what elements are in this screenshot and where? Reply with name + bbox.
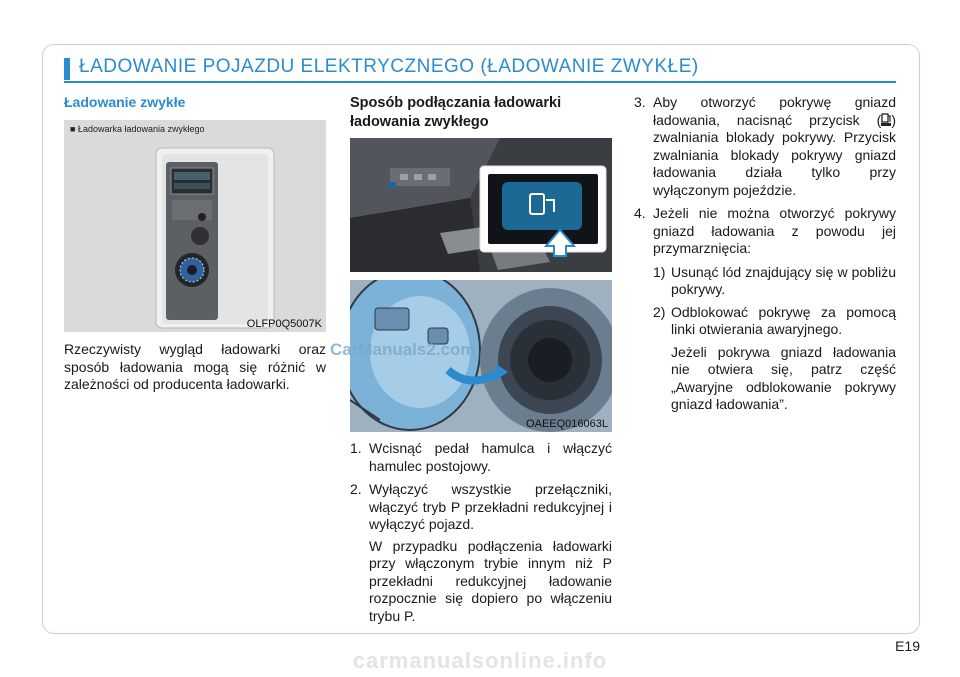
figure-code: OAEEQ016063L [526, 418, 608, 430]
heading-connecting-charger [350, 94, 612, 132]
step-number: 4. [634, 205, 646, 221]
step-text-part1: Aby otworzyć pokrywę gniazd ładowania, nacisnąć przycisk ( [653, 94, 896, 128]
sub-list-item [634, 304, 896, 339]
watermark: CarManuals2.com [330, 340, 476, 359]
sub-step-note: Jeżeli pokrywa gniazd ładowania nie otwiera się, patrz część „Awaryjne odblokowanie pokrywy gniazd ładowania”. [671, 343, 896, 412]
step-note: W przypadku podłączenia ładowarki przy włączonym trybie innym niż P przekładni redukcyjnej ładowanie rozpocznie się dopiero po włączeniu trybu P. [369, 537, 612, 624]
title-accent-bar [64, 58, 70, 80]
charge-door-button-icon [881, 113, 891, 127]
section-title-bar [64, 55, 896, 83]
charger-illustration [64, 120, 326, 332]
sub-step-number: 1) [653, 263, 666, 280]
section-title: ŁADOWANIE POJAZDU ELEKTRYCZNEGO (ŁADOWANIE ZWYKŁE) [79, 56, 699, 77]
sub-step-text: Usunąć lód znajdujący się w pobliżu pokrywy. [671, 263, 896, 297]
step-number: 1. [350, 440, 362, 456]
step-text: Jeżeli nie można otworzyć pokrywy gniazd ładowania z powodu jej przymarznięcia: [653, 205, 896, 256]
interior-illustration [350, 138, 612, 272]
steps-list-continued [634, 94, 896, 414]
page-number: E19 [895, 638, 920, 654]
sub-step-number: 2) [653, 303, 666, 320]
charger-note-paragraph: Rzeczywisty wygląd ładowarki oraz sposób ładowania mogą się różnić w zależności od producenta ładowarki. [64, 341, 326, 392]
list-item [634, 205, 896, 258]
heading-normal-charging: Ładowanie zwykłe [64, 94, 186, 110]
step-number: 3. [634, 94, 646, 110]
figure-caption: ■ Ładowarka ładowania zwykłego [70, 124, 205, 134]
list-item [634, 94, 896, 199]
figure-code: OLFP0Q5007K [246, 318, 322, 330]
sub-list-item [634, 264, 896, 299]
step-text: Wcisnąć pedał hamulca i włączyć hamulec postojowy. [369, 440, 612, 474]
footer-watermark: carmanualsonline.info [352, 648, 608, 673]
figure-charger [64, 120, 326, 332]
list-item [350, 440, 612, 475]
step-text-part2: ) zwalniania blokady pokrywy. Przycisk zwalniania blokady pokrywy gniazd ładowania działa tylko przy wyłączonym pojeździe. [653, 111, 896, 198]
steps-list [350, 440, 612, 631]
step-text: Wyłączyć wszystkie przełączniki, włączyć tryb P przekładni redukcyjnej i wyłączyć pojazd. [369, 481, 612, 532]
sub-step-text: Odblokować pokrywę za pomocą linki otwierania awaryjnego. [671, 303, 896, 337]
heading-line-2: ładowania zwykłego [350, 114, 489, 130]
figure-interior-button [350, 138, 612, 272]
step-number: 2. [350, 481, 362, 497]
list-item [350, 481, 612, 534]
heading-line-1: Sposób podłączania ładowarki [350, 95, 562, 111]
